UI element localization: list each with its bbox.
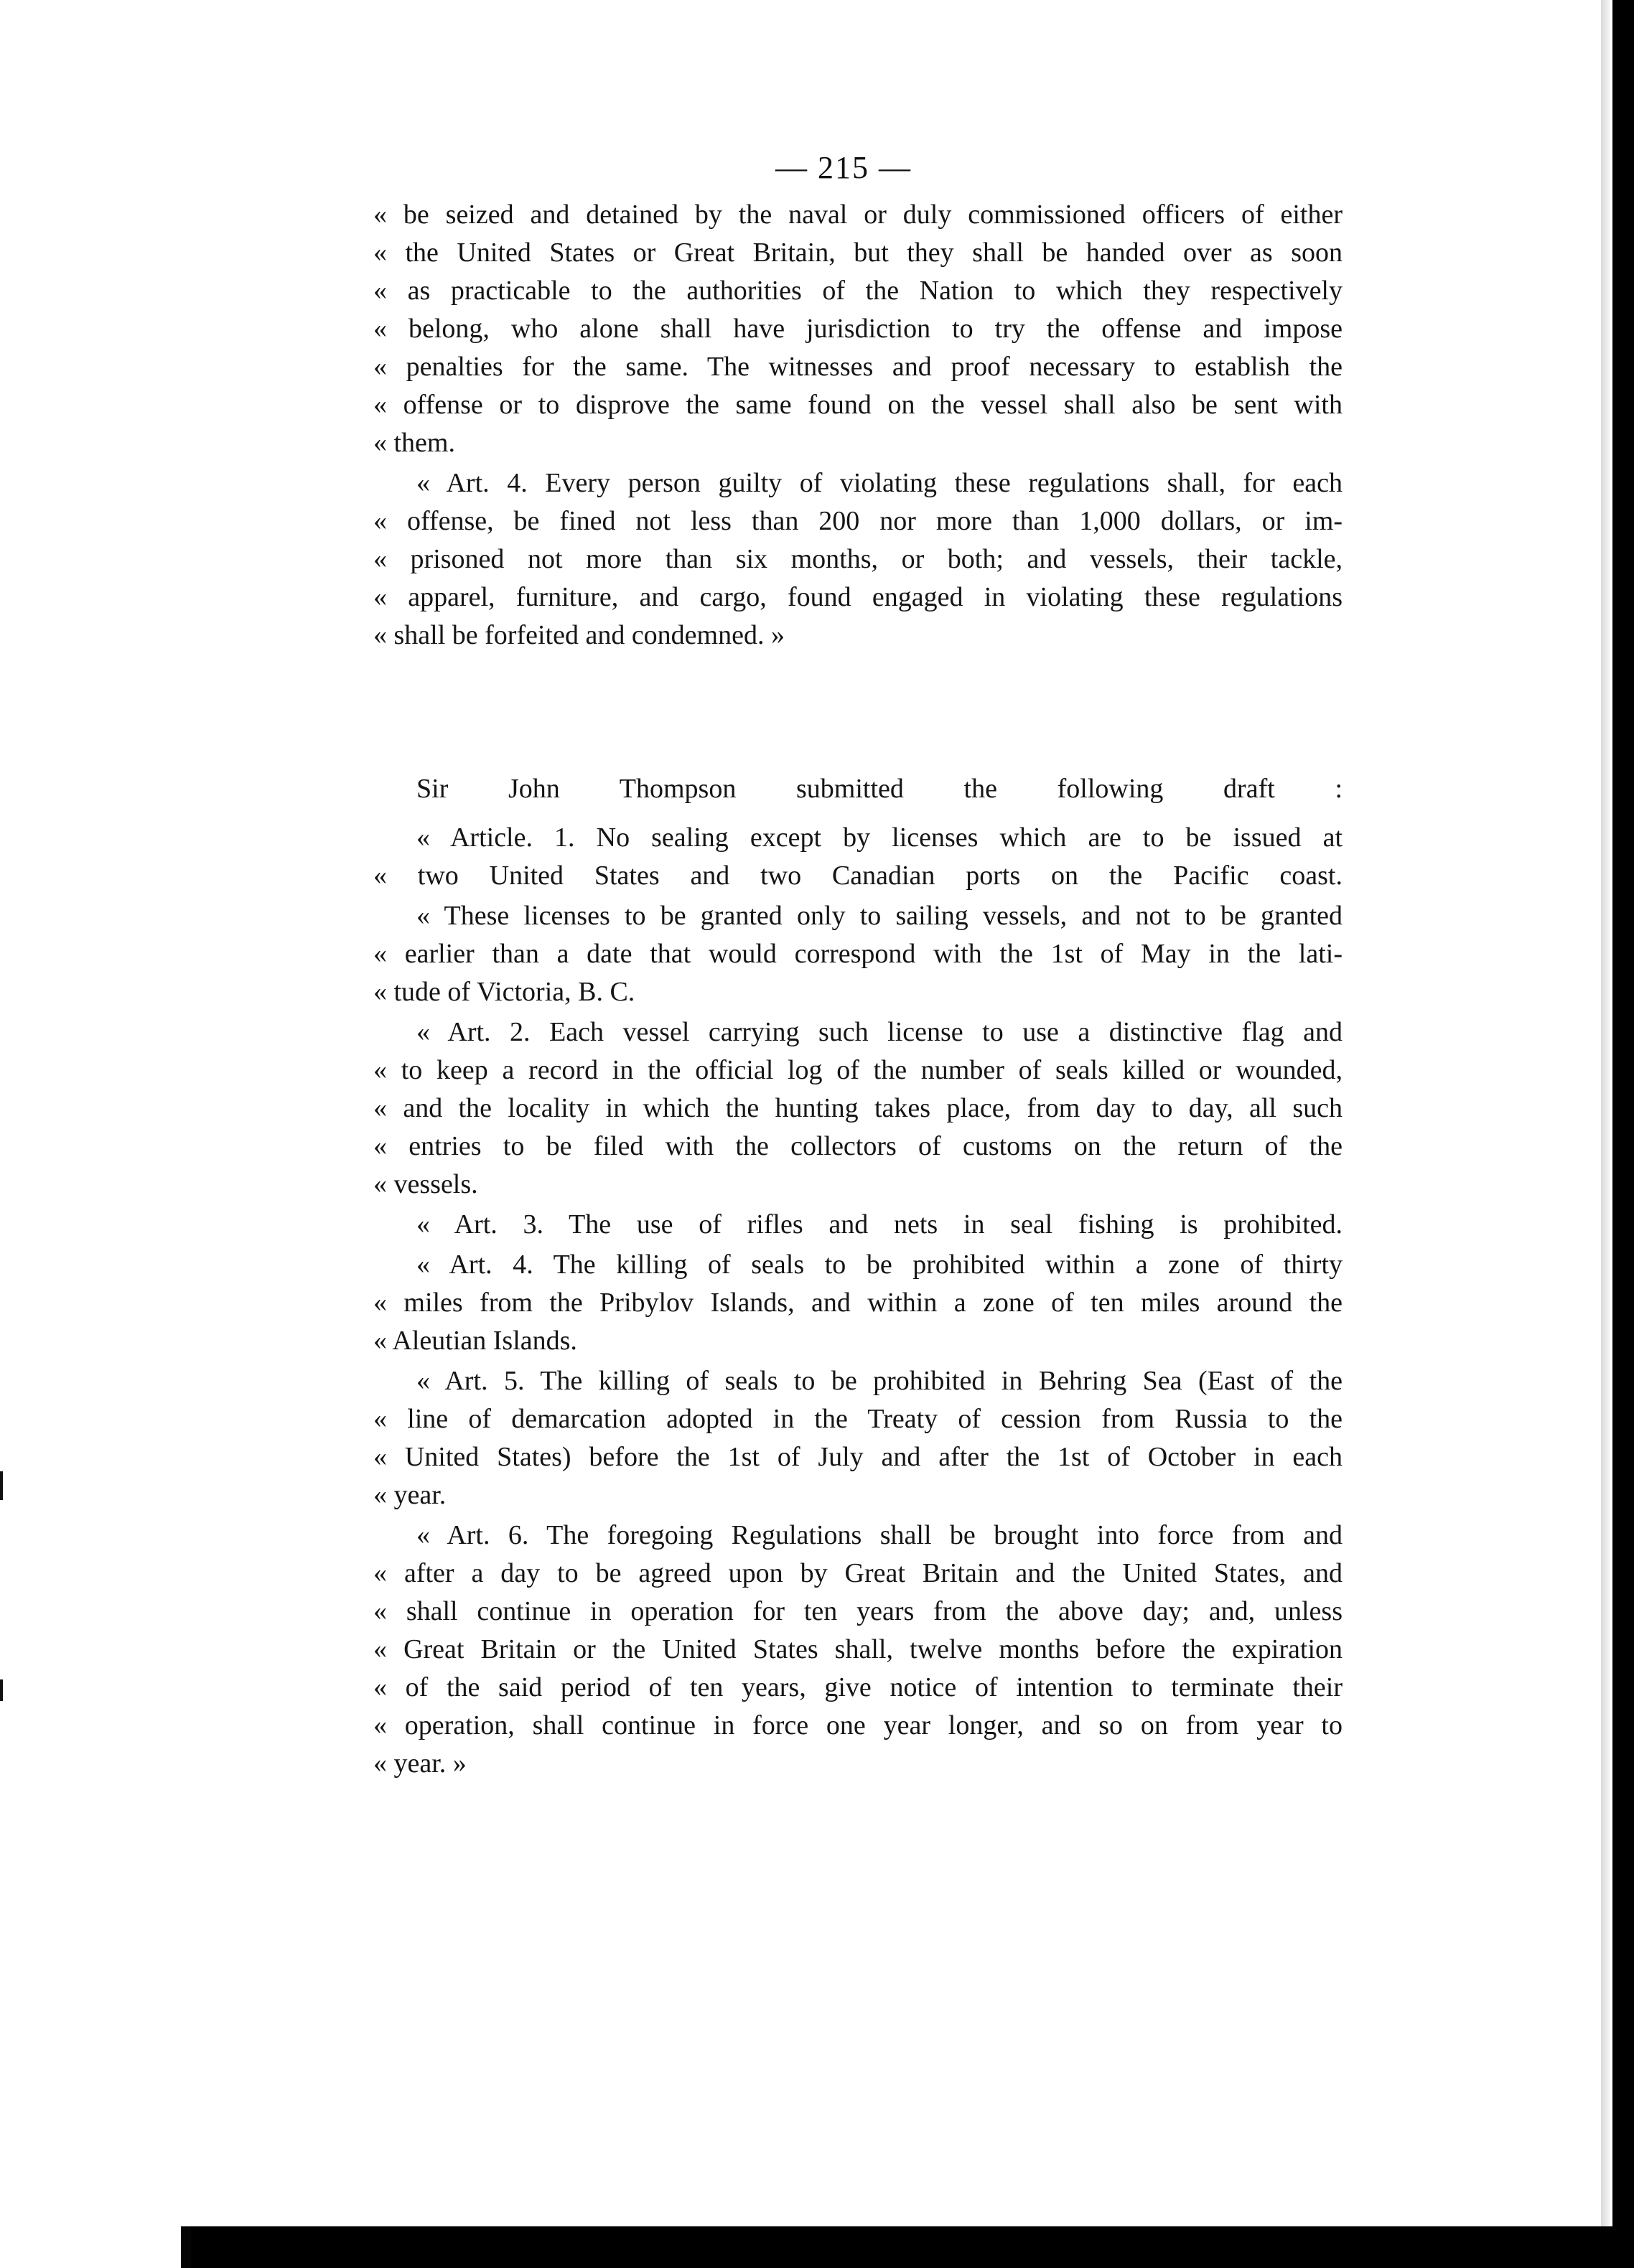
- text-line: « shall continue in operation for ten years from the above day; and, unless: [373, 1596, 1343, 1626]
- left-page-margin: [0, 0, 181, 2268]
- text-line: « vessels.: [373, 1169, 478, 1199]
- text-line: « year. »: [373, 1748, 467, 1779]
- stray-mark: [0, 1679, 3, 1701]
- text-line: « them.: [373, 428, 455, 458]
- text-line: « Art. 3. The use of rifles and nets in seal fishing is prohibited.: [416, 1209, 1343, 1240]
- text-line: « entries to be filed with the collectors of customs on the return of the: [373, 1131, 1343, 1161]
- body-text: [373, 0, 1357, 1866]
- text-line: « line of demarcation adopted in the Treaty of cession from Russia to the: [373, 1404, 1343, 1434]
- text-line: « Art. 2. Each vessel carrying such license to use a distinctive flag and: [416, 1017, 1343, 1047]
- text-line: « tude of Victoria, B. C.: [373, 977, 635, 1007]
- text-line: « Aleutian Islands.: [373, 1326, 577, 1356]
- text-line: « United States) before the 1st of July and after the 1st of October in each: [373, 1442, 1343, 1472]
- text-line: « offense or to disprove the same found on the vessel shall also be sent with: [373, 390, 1343, 420]
- text-line: « two United States and two Canadian ports on the Pacific coast.: [373, 861, 1343, 891]
- text-line: « Art. 4. The killing of seals to be prohibited within a zone of thirty: [416, 1250, 1343, 1280]
- text-line: « These licenses to be granted only to sailing vessels, and not to be granted: [416, 901, 1343, 931]
- text-line: « of the said period of ten years, give notice of intention to terminate their: [373, 1672, 1343, 1702]
- text-line: « as practicable to the authorities of the Nation to which they respectively: [373, 276, 1343, 306]
- page-edge: [1601, 0, 1610, 2226]
- page-number: — 215 —: [775, 150, 912, 185]
- text-line: « apparel, furniture, and cargo, found engaged in violating these regulations: [373, 582, 1343, 612]
- text-line: « prisoned not more than six months, or both; and vessels, their tackle,: [373, 544, 1343, 574]
- text-line: « offense, be fined not less than 200 nor more than 1,000 dollars, or im-: [373, 506, 1343, 536]
- text-line: « the United States or Great Britain, but they shall be handed over as soon: [373, 238, 1343, 268]
- text-line: « and the locality in which the hunting takes place, from day to day, all such: [373, 1093, 1343, 1123]
- text-line: « year.: [373, 1480, 447, 1510]
- text-line: « be seized and detained by the naval or duly commissioned officers of either: [373, 200, 1343, 230]
- text-line: Sir John Thompson submitted the following draft :: [416, 774, 1343, 804]
- text-line: « penalties for the same. The witnesses and proof necessary to establish the: [373, 352, 1343, 382]
- text-line: « Art. 5. The killing of seals to be prohibited in Behring Sea (East of the: [416, 1366, 1343, 1396]
- text-line: « to keep a record in the official log of the number of seals killed or wounded,: [373, 1055, 1343, 1085]
- text-line: « miles from the Pribylov Islands, and within a zone of ten miles around the: [373, 1288, 1343, 1318]
- text-line: « operation, shall continue in force one year longer, and so on from year to: [373, 1710, 1343, 1740]
- text-line: « earlier than a date that would correspond with the 1st of May in the lati-: [373, 939, 1343, 969]
- stray-mark: [0, 1471, 3, 1500]
- text-line: « Art. 6. The foregoing Regulations shall be brought into force from and: [416, 1520, 1343, 1550]
- text-line: « Great Britain or the United States shall, twelve months before the expiration: [373, 1634, 1343, 1664]
- text-line: « Art. 4. Every person guilty of violating these regulations shall, for each: [416, 468, 1343, 498]
- text-line: « after a day to be agreed upon by Great Britain and the United States, and: [373, 1558, 1343, 1588]
- text-line: « Article. 1. No sealing except by licenses which are to be issued at: [416, 823, 1343, 853]
- text-line: « shall be forfeited and condemned. »: [373, 620, 785, 650]
- text-line: « belong, who alone shall have jurisdiction to try the offense and impose: [373, 314, 1343, 344]
